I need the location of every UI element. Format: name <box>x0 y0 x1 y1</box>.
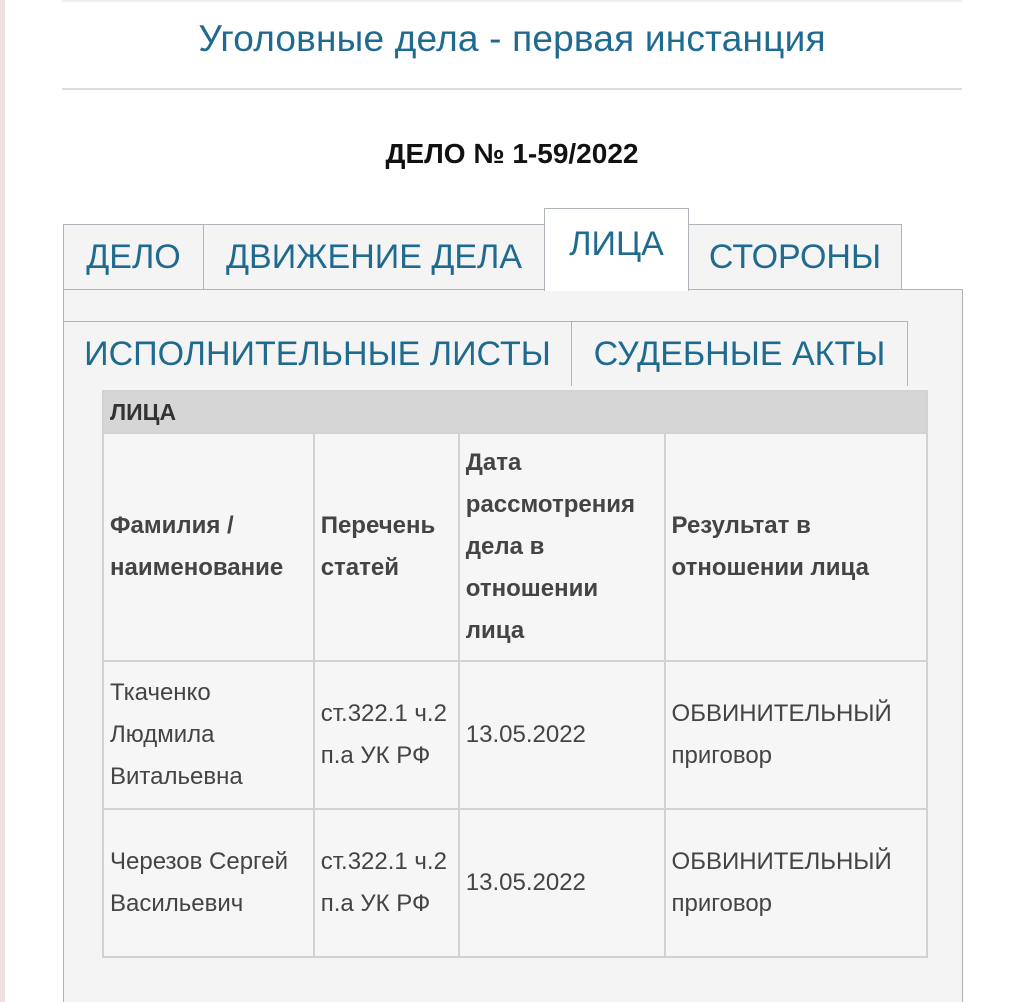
tab-court-acts[interactable] <box>571 321 908 387</box>
column-header-result: Результат в отношении лица <box>665 433 927 661</box>
case-number-heading: ДЕЛО № 1-59/2022 <box>385 138 639 169</box>
top-divider <box>62 0 962 2</box>
tab-case-label: ДЕЛО <box>86 237 181 276</box>
table-row <box>103 809 927 957</box>
title-divider <box>62 88 962 90</box>
table-header-row <box>103 433 927 661</box>
tab-case-movement[interactable] <box>203 224 545 290</box>
cell-date: 13.05.2022 <box>459 809 665 957</box>
section-title: Уголовные дела - первая инстанция <box>198 18 826 59</box>
table-caption-row <box>103 391 927 433</box>
column-header-name: Фамилия / наименование <box>103 433 314 661</box>
persons-table <box>102 390 928 958</box>
tab-persons-label: ЛИЦА <box>569 225 664 263</box>
cell-articles: ст.322.1 ч.2 п.а УК РФ <box>314 809 459 957</box>
tab-case[interactable] <box>63 224 204 290</box>
cell-result: ОБВИНИТЕЛЬНЫЙ приговор <box>665 661 927 809</box>
tab-writs-of-execution[interactable] <box>63 321 572 387</box>
cell-name: Черезов Сергей Васильевич <box>103 809 314 957</box>
tab-writs-label: ИСПОЛНИТЕЛЬНЫЕ ЛИСТЫ <box>84 335 551 373</box>
table-row <box>103 661 927 809</box>
tab-parties-label: СТОРОНЫ <box>708 237 882 276</box>
tab-court-acts-label: СУДЕБНЫЕ АКТЫ <box>593 335 886 373</box>
table-caption: ЛИЦА <box>103 391 927 433</box>
cell-result: ОБВИНИТЕЛЬНЫЙ приговор <box>665 809 927 957</box>
cell-name: Ткаченко Людмила Витальевна <box>103 661 314 809</box>
column-header-date: Дата рассмотрения дела в отношении лица <box>459 433 665 661</box>
tab-parties[interactable] <box>688 224 902 290</box>
cell-date: 13.05.2022 <box>459 661 665 809</box>
cell-articles: ст.322.1 ч.2 п.а УК РФ <box>314 661 459 809</box>
tab-case-movement-label: ДВИЖЕНИЕ ДЕЛА <box>225 237 523 276</box>
tab-persons[interactable] <box>544 208 689 291</box>
column-header-articles: Перечень статей <box>314 433 459 661</box>
